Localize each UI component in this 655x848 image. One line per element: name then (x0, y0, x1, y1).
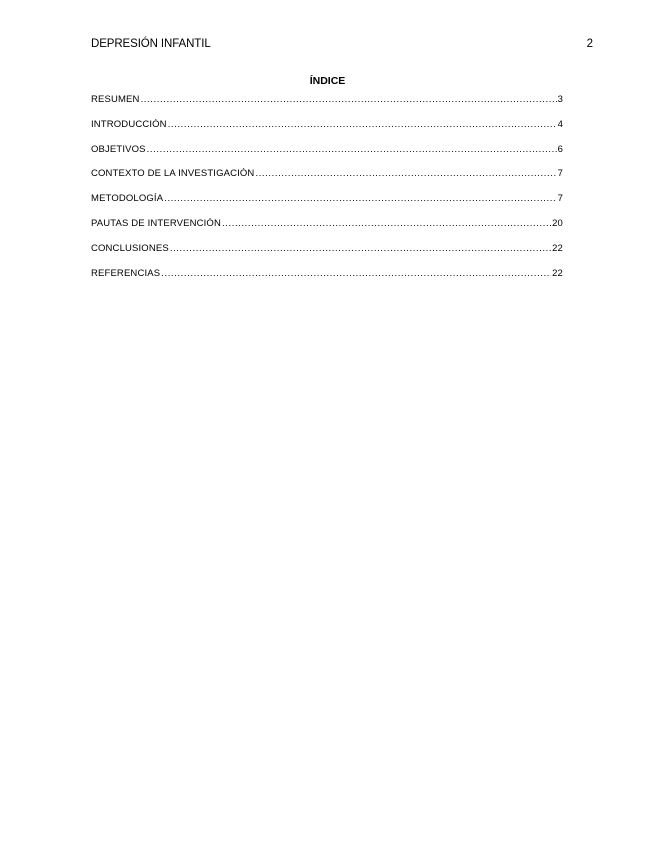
toc-entry-pautas[interactable] (91, 218, 563, 243)
toc-entry-metodologia[interactable] (91, 193, 563, 218)
toc-entry-referencias[interactable] (91, 268, 563, 293)
dot-leader (168, 119, 557, 130)
dot-leader (141, 94, 557, 105)
toc-entry-resumen[interactable] (91, 94, 563, 119)
toc-title: ÍNDICE (309, 75, 346, 87)
table-of-contents (91, 94, 563, 292)
toc-entry-label: CONCLUSIONES (91, 242, 169, 254)
toc-entry-label: CONTEXTO DE LA INVESTIGACIÓN (91, 168, 255, 180)
toc-entry-label: OBJETIVOS (91, 143, 146, 155)
dot-leader (255, 168, 556, 179)
toc-entry-page: 22 (552, 267, 563, 279)
dot-leader (222, 218, 551, 229)
dot-leader (161, 268, 551, 279)
dot-leader (164, 193, 556, 204)
toc-entry-label: REFERENCIAS (91, 267, 161, 279)
toc-entry-page: 6 (557, 143, 563, 155)
page-number: 2 (586, 38, 593, 50)
toc-entry-page: 7 (557, 193, 563, 205)
toc-entry-label: RESUMEN (91, 94, 140, 105)
toc-entry-page: 20 (552, 217, 563, 229)
toc-entry-label: METODOLOGÍA (91, 193, 164, 205)
toc-entry-page: 3 (557, 94, 563, 105)
toc-entry-objetivos[interactable] (91, 144, 563, 169)
toc-entry-page: 7 (557, 168, 563, 180)
toc-entry-page: 4 (557, 118, 563, 130)
toc-entry-introduccion[interactable] (91, 119, 563, 144)
running-head: DEPRESIÓN INFANTIL (91, 38, 211, 50)
toc-entry-label: PAUTAS DE INTERVENCIÓN (91, 217, 221, 229)
dot-leader (170, 243, 551, 254)
toc-entry-conclusiones[interactable] (91, 243, 563, 268)
toc-entry-page: 22 (552, 242, 563, 254)
dot-leader (147, 144, 557, 155)
toc-entry-contexto[interactable] (91, 168, 563, 193)
toc-entry-label: INTRODUCCIÓN (91, 118, 167, 130)
